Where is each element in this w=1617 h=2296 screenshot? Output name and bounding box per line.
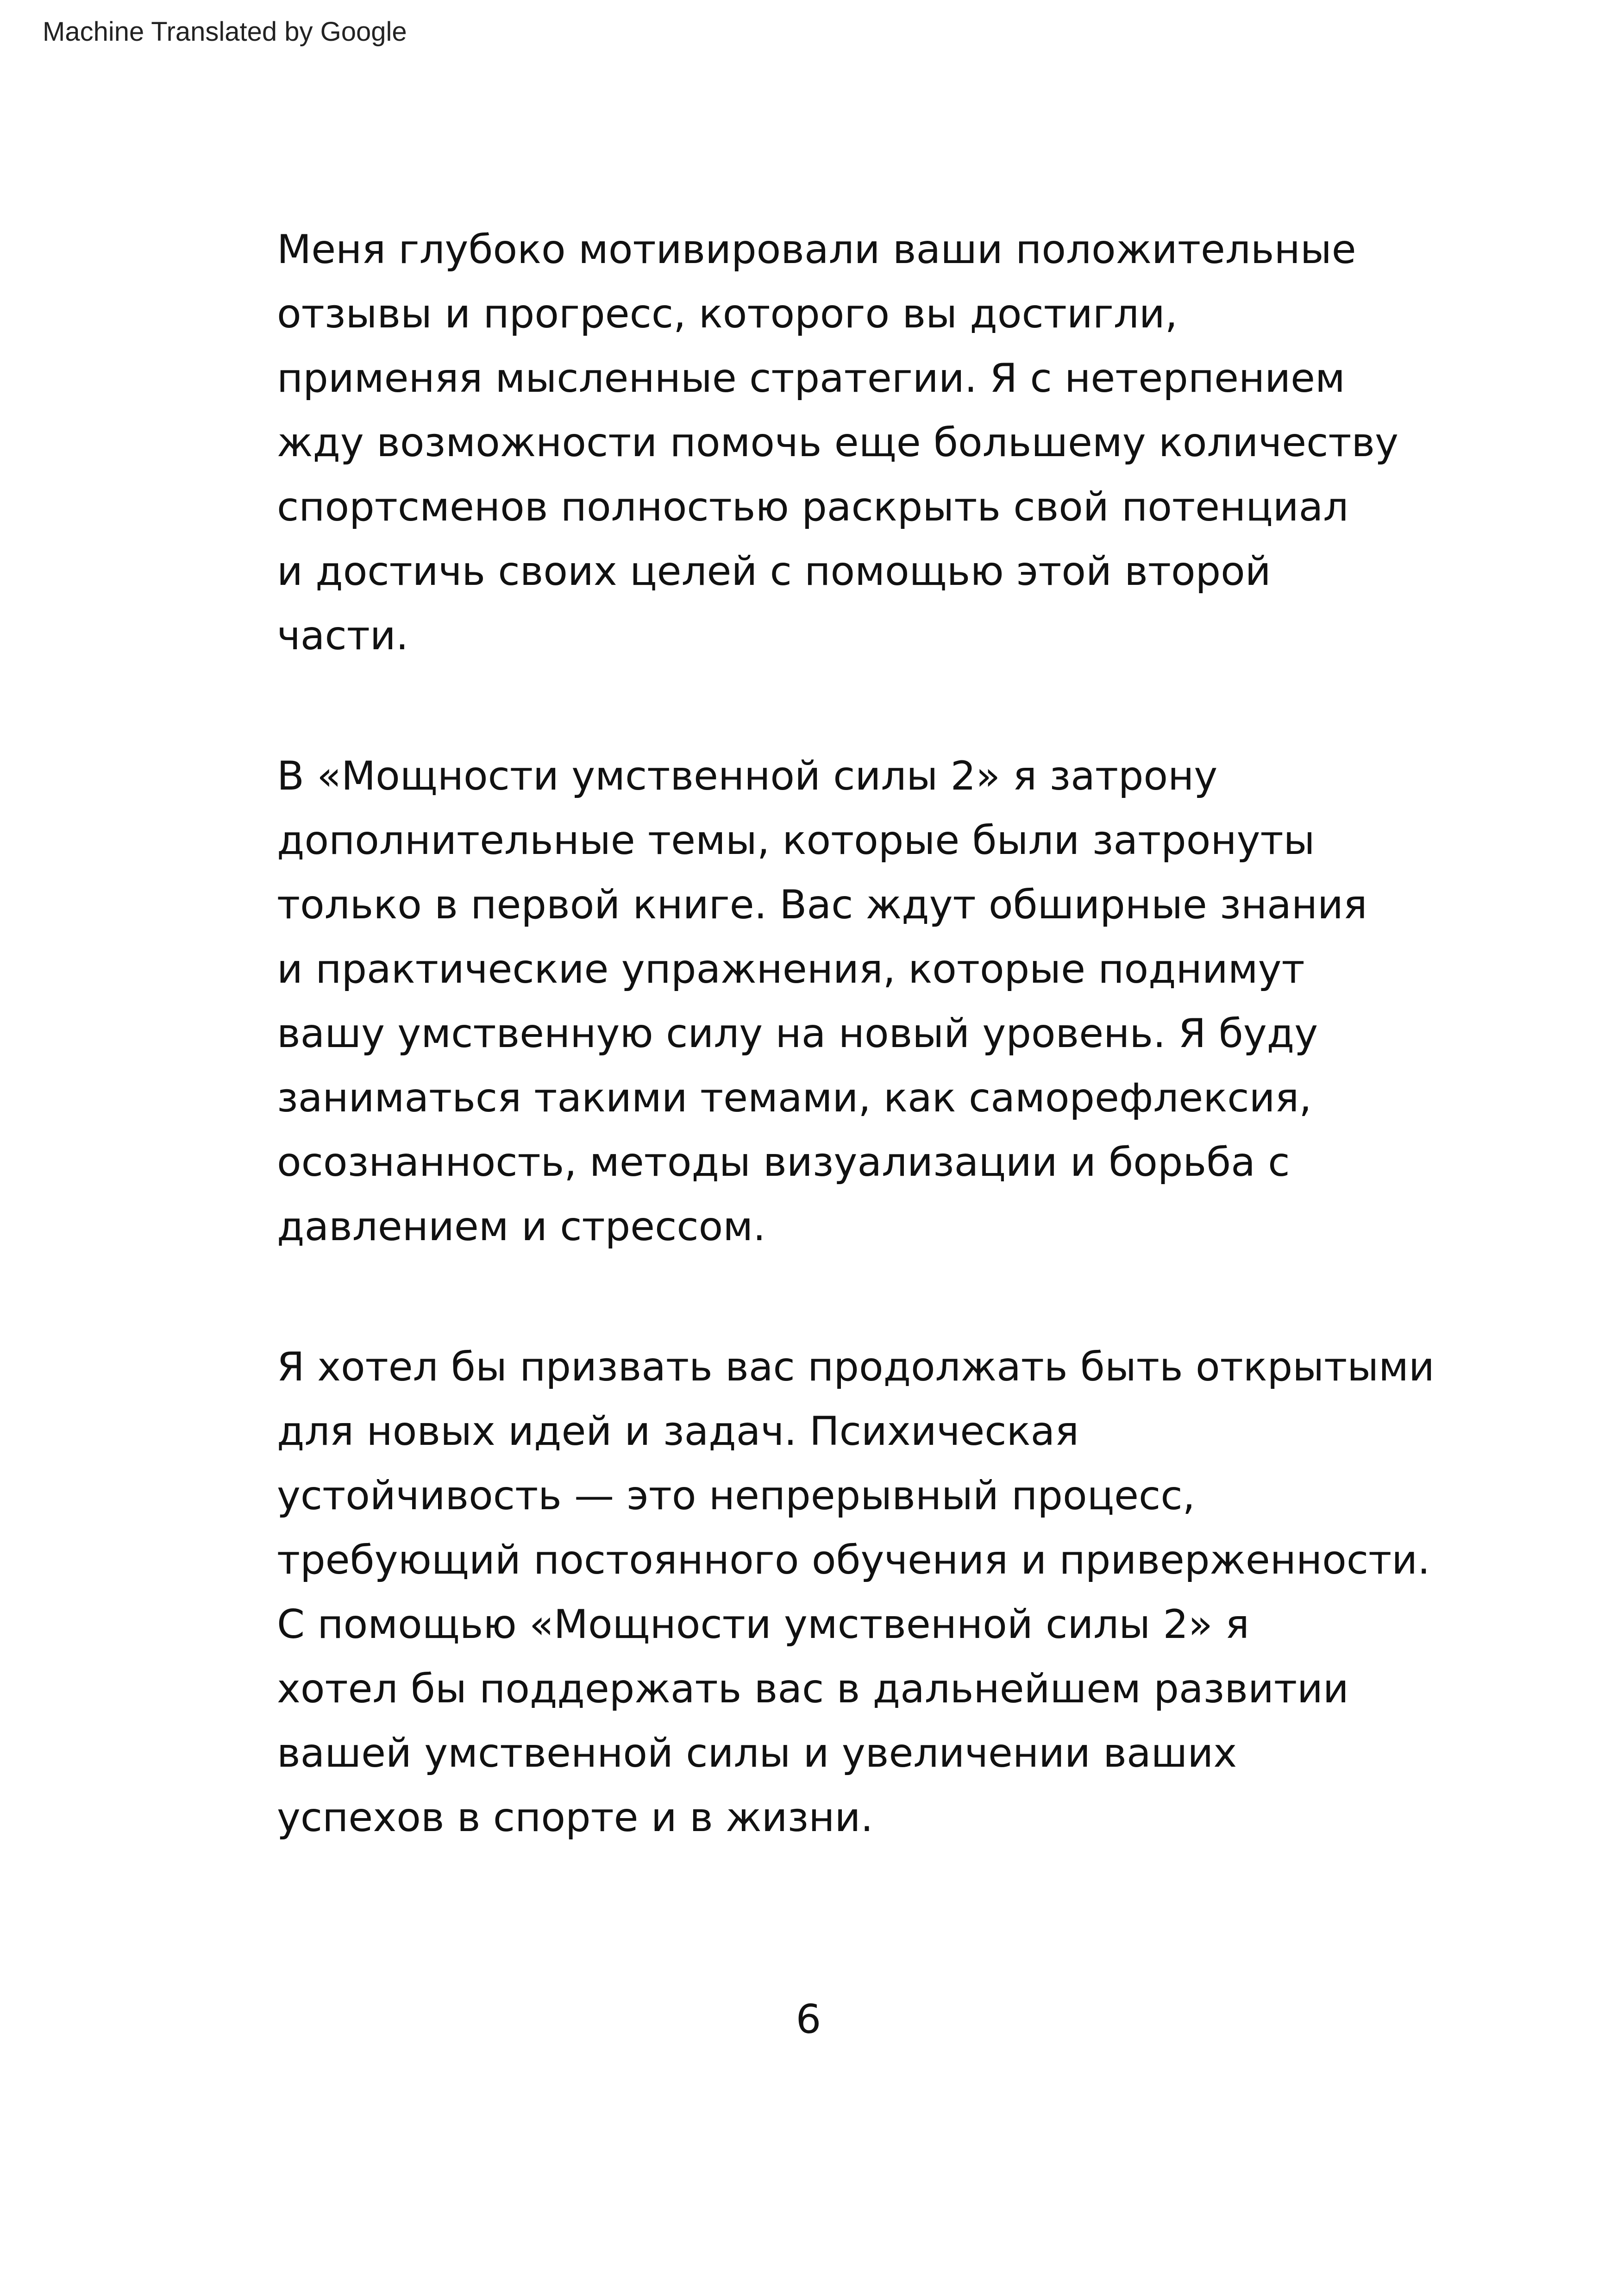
page-number: 6 bbox=[796, 1996, 821, 2043]
text-line: заниматься такими темами, как саморефлексия, bbox=[277, 1075, 1312, 1121]
text-line: применяя мысленные стратегии. Я с нетерпением bbox=[277, 355, 1345, 401]
paragraph-3 bbox=[277, 1335, 1504, 1850]
text-line: В «Мощности умственной силы 2» я затрону bbox=[277, 753, 1218, 799]
text-line: дополнительные темы, которые были затронуты bbox=[277, 817, 1315, 864]
machine-translation-banner: Machine Translated by Google bbox=[43, 17, 407, 47]
text-line: Меня глубоко мотивировали ваши положительные bbox=[277, 226, 1356, 273]
text-line: спортсменов полностью раскрыть свой потенциал bbox=[277, 484, 1349, 530]
text-line: требующий постоянного обучения и приверженности. bbox=[277, 1537, 1430, 1583]
text-line: вашу умственную силу на новый уровень. Я буду bbox=[277, 1010, 1318, 1057]
text-line: части. bbox=[277, 613, 409, 659]
text-line: для новых идей и задач. Психическая bbox=[277, 1408, 1079, 1455]
text-line: давлением и стрессом. bbox=[277, 1204, 766, 1250]
text-line: успехов в спорте и в жизни. bbox=[277, 1794, 873, 1841]
paragraph-1 bbox=[277, 218, 1504, 668]
text-line: отзывы и прогресс, которого вы достигли, bbox=[277, 291, 1178, 337]
text-line: Я хотел бы призвать вас продолжать быть открытыми bbox=[277, 1344, 1435, 1390]
text-line: и практические упражнения, которые поднимут bbox=[277, 946, 1305, 992]
text-line: осознанность, методы визуализации и борьба с bbox=[277, 1139, 1290, 1186]
paragraph-2 bbox=[277, 744, 1504, 1259]
text-line: жду возможности помочь еще большему количеству bbox=[277, 420, 1399, 466]
text-line: хотел бы поддержать вас в дальнейшем развитии bbox=[277, 1666, 1349, 1712]
text-line: устойчивость — это непрерывный процесс, bbox=[277, 1473, 1195, 1519]
text-line: С помощью «Мощности умственной силы 2» я bbox=[277, 1601, 1249, 1648]
text-line: только в первой книге. Вас ждут обширные знания bbox=[277, 882, 1367, 928]
page-body bbox=[277, 218, 1504, 1850]
text-line: вашей умственной силы и увеличении ваших bbox=[277, 1730, 1237, 1776]
text-line: и достичь своих целей с помощью этой второй bbox=[277, 548, 1271, 595]
